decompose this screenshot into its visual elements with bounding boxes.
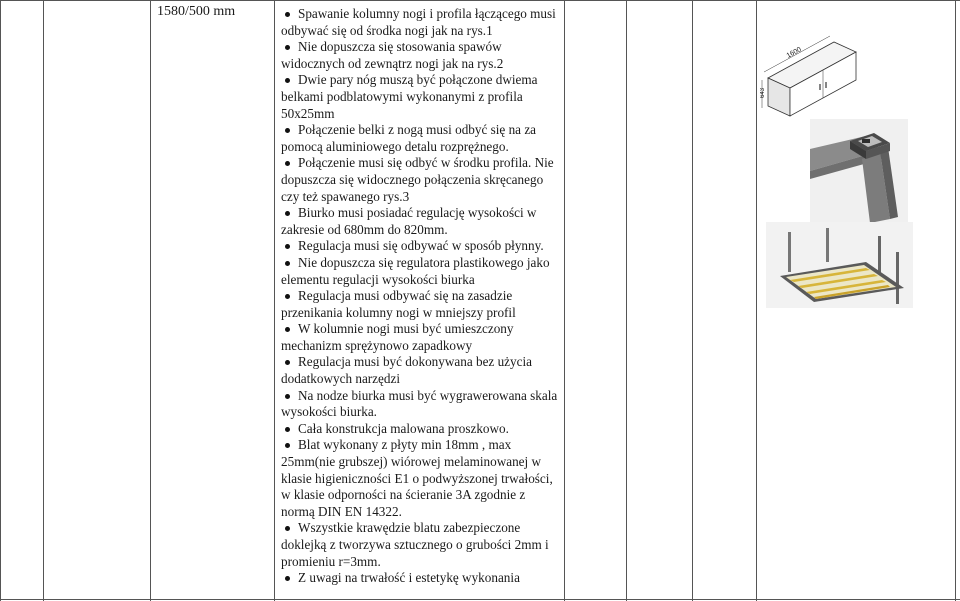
- requirements-list: [281, 6, 561, 587]
- list-item: Regulacja musi odbywać się na zasadzie przenikania kolumny nogi w mniejszy profil: [281, 288, 561, 321]
- list-item: Z uwagi na trwałość i estetykę wykonania: [281, 570, 561, 587]
- list-item: Cała konstrukcja malowana proszkowo.: [281, 421, 561, 438]
- list-item: Na nodze biurka musi być wygrawerowana skala wysokości biurka.: [281, 388, 561, 421]
- leg-joint-render: [810, 119, 908, 223]
- table-border: [0, 0, 960, 1]
- table-border: [0, 599, 960, 600]
- cabinet-dimension-drawing: [760, 28, 864, 120]
- list-item: Blat wykonany z płyty min 18mm , max 25mm(nie grubszej) wiórowej melaminowanej w klasie higieniczności E1 o podwyższonej trwałości, w klasie odporności na ścieranie 3A zgodnie z normą DIN EN 14322.: [281, 437, 561, 520]
- list-item: W kolumnie nogi musi być umieszczony mechanizm sprężynowo zapadkowy: [281, 321, 561, 354]
- table-border: [756, 0, 757, 601]
- list-item: Nie dopuszcza się regulatora plastikowego jako elementu regulacji wysokości biurka: [281, 255, 561, 288]
- table-border: [0, 0, 1, 601]
- list-item: Regulacja musi być dokonywana bez użycia dodatkowych narzędzi: [281, 354, 561, 387]
- table-border: [955, 0, 956, 601]
- width-dimension-label: 1600: [785, 46, 803, 60]
- table-border: [43, 0, 44, 601]
- list-item: Biurko musi posiadać regulację wysokości w zakresie od 680mm do 820mm.: [281, 205, 561, 238]
- size-cell: 1580/500 mm: [157, 4, 236, 19]
- list-item: Wszystkie krawędzie blatu zabezpieczone doklejką z tworzywa sztucznego o grubości 2mm i promieniu r=3mm.: [281, 520, 561, 570]
- table-border: [564, 0, 565, 601]
- table-border: [626, 0, 627, 601]
- table-border: [150, 0, 151, 601]
- list-item: Spawanie kolumny nogi i profila łączącego musi odbywać się od środka nogi jak na rys.1: [281, 6, 561, 39]
- list-item: Połączenie musi się odbyć w środku profila. Nie dopuszcza się widocznego połączenia skręcanego czy też spawanego rys.3: [281, 155, 561, 205]
- list-item: Nie dopuszcza się stosowania spawów widocznych od zewnątrz nogi jak na rys.2: [281, 39, 561, 72]
- list-item: Regulacja musi się odbywać w sposób płynny.: [281, 238, 561, 255]
- table-border: [692, 0, 693, 601]
- desk-frame-render: [766, 222, 913, 308]
- list-item: Dwie pary nóg muszą być połączone dwiema belkami podblatowymi wykonanymi z profila 50x25mm: [281, 72, 561, 122]
- height-dimension-label: 643: [760, 87, 766, 98]
- list-item: Połączenie belki z nogą musi odbyć się na za pomocą aluminiowego detalu rozprężnego.: [281, 122, 561, 155]
- table-border: [274, 0, 275, 601]
